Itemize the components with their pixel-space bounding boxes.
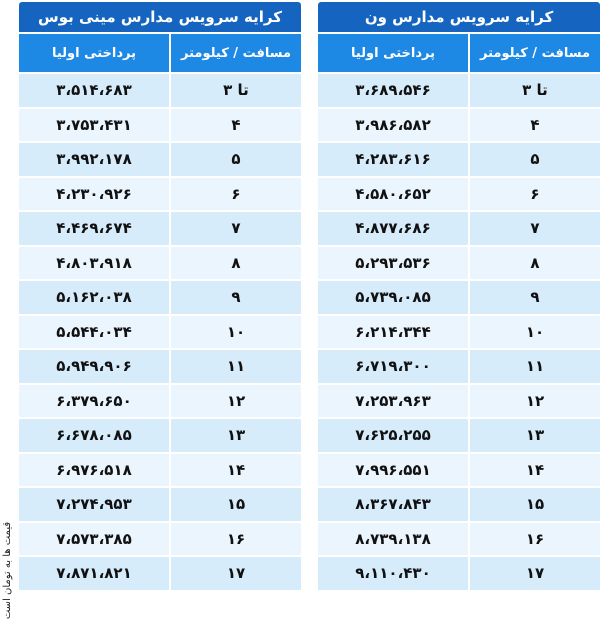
distance-cell: ۱۳ xyxy=(470,419,600,452)
price-cell: ۵،۱۶۲،۰۳۸ xyxy=(19,281,169,314)
table-row xyxy=(19,212,301,245)
table-row xyxy=(19,523,301,556)
price-cell: ۴،۴۶۹،۶۷۴ xyxy=(19,212,169,245)
minibus-table-title: کرایه سرویس مدارس مینی بوس xyxy=(19,2,301,32)
price-cell: ۶،۲۱۴،۳۴۴ xyxy=(318,316,468,349)
price-cell: ۳،۹۹۲،۱۷۸ xyxy=(19,143,169,176)
price-cell: ۵،۷۳۹،۰۸۵ xyxy=(318,281,468,314)
distance-cell: ۶ xyxy=(171,178,301,211)
distance-cell: ۸ xyxy=(171,247,301,280)
price-cell: ۴،۸۷۷،۶۸۶ xyxy=(318,212,468,245)
price-column-header: پرداختی اولیا xyxy=(318,34,468,72)
price-cell: ۳،۷۵۳،۴۳۱ xyxy=(19,109,169,142)
price-cell: ۷،۸۷۱،۸۲۱ xyxy=(19,557,169,590)
van-table-title: کرایه سرویس مدارس ون xyxy=(318,2,600,32)
price-cell: ۴،۲۸۳،۶۱۶ xyxy=(318,143,468,176)
table-row xyxy=(19,385,301,418)
price-cell: ۶،۳۷۹،۶۵۰ xyxy=(19,385,169,418)
distance-cell: ۱۵ xyxy=(171,488,301,521)
distance-cell: ۹ xyxy=(171,281,301,314)
table-row xyxy=(318,212,600,245)
table-row xyxy=(19,247,301,280)
distance-cell: ۵ xyxy=(171,143,301,176)
van-table-body xyxy=(318,74,600,590)
table-row xyxy=(19,419,301,452)
distance-cell: ۱۶ xyxy=(171,523,301,556)
table-row xyxy=(19,178,301,211)
distance-cell: ۱۶ xyxy=(470,523,600,556)
price-cell: ۵،۵۴۴،۰۳۴ xyxy=(19,316,169,349)
table-row xyxy=(19,557,301,590)
table-row xyxy=(318,143,600,176)
distance-cell: تا ۳ xyxy=(470,74,600,107)
price-cell: ۳،۶۸۹،۵۴۶ xyxy=(318,74,468,107)
distance-cell: ۱۴ xyxy=(470,454,600,487)
distance-cell: ۴ xyxy=(470,109,600,142)
price-cell: ۳،۹۸۶،۵۸۲ xyxy=(318,109,468,142)
van-table-header xyxy=(318,34,600,72)
distance-cell: ۴ xyxy=(171,109,301,142)
distance-cell: ۱۲ xyxy=(171,385,301,418)
price-cell: ۸،۷۳۹،۱۳۸ xyxy=(318,523,468,556)
price-cell: ۵،۹۴۹،۹۰۶ xyxy=(19,350,169,383)
distance-cell: ۶ xyxy=(470,178,600,211)
table-row xyxy=(318,109,600,142)
distance-cell: ۱۷ xyxy=(171,557,301,590)
table-row xyxy=(19,281,301,314)
table-row xyxy=(318,247,600,280)
price-cell: ۷،۹۹۶،۵۵۱ xyxy=(318,454,468,487)
distance-cell: ۱۳ xyxy=(171,419,301,452)
table-row xyxy=(318,350,600,383)
distance-cell: ۱۲ xyxy=(470,385,600,418)
price-cell: ۹،۱۱۰،۴۳۰ xyxy=(318,557,468,590)
table-row xyxy=(19,316,301,349)
table-row xyxy=(318,419,600,452)
price-cell: ۶،۹۷۶،۵۱۸ xyxy=(19,454,169,487)
price-cell: ۷،۲۵۳،۹۶۳ xyxy=(318,385,468,418)
table-row xyxy=(318,385,600,418)
distance-cell: ۱۱ xyxy=(171,350,301,383)
minibus-table-header xyxy=(19,34,301,72)
distance-cell: ۱۷ xyxy=(470,557,600,590)
table-row xyxy=(19,454,301,487)
price-cell: ۵،۲۹۳،۵۳۶ xyxy=(318,247,468,280)
price-cell: ۳،۵۱۴،۶۸۳ xyxy=(19,74,169,107)
minibus-table-body xyxy=(19,74,301,590)
price-cell: ۴،۵۸۰،۶۵۲ xyxy=(318,178,468,211)
distance-cell: ۷ xyxy=(171,212,301,245)
price-cell: ۴،۲۳۰،۹۲۶ xyxy=(19,178,169,211)
price-cell: ۷،۵۷۳،۳۸۵ xyxy=(19,523,169,556)
distance-cell: ۱۱ xyxy=(470,350,600,383)
distance-cell: ۱۰ xyxy=(470,316,600,349)
price-cell: ۷،۶۲۵،۲۵۵ xyxy=(318,419,468,452)
table-row xyxy=(318,316,600,349)
table-row xyxy=(19,109,301,142)
distance-cell: تا ۳ xyxy=(171,74,301,107)
distance-column-header: مسافت / کیلومتر xyxy=(470,34,600,72)
distance-cell: ۱۰ xyxy=(171,316,301,349)
distance-cell: ۱۵ xyxy=(470,488,600,521)
table-row xyxy=(318,523,600,556)
distance-cell: ۱۴ xyxy=(171,454,301,487)
table-row xyxy=(318,281,600,314)
price-cell: ۶،۶۷۸،۰۸۵ xyxy=(19,419,169,452)
distance-cell: ۷ xyxy=(470,212,600,245)
van-fare-table xyxy=(318,2,600,590)
table-row xyxy=(318,488,600,521)
currency-footnote xyxy=(0,500,16,640)
distance-cell: ۸ xyxy=(470,247,600,280)
table-row xyxy=(19,143,301,176)
table-row xyxy=(318,557,600,590)
price-cell: ۶،۷۱۹،۳۰۰ xyxy=(318,350,468,383)
table-row xyxy=(19,350,301,383)
distance-column-header: مسافت / کیلومتر xyxy=(171,34,301,72)
footnote-text: قیمت ها به تومان است xyxy=(2,521,14,619)
table-row xyxy=(318,178,600,211)
distance-cell: ۵ xyxy=(470,143,600,176)
table-row xyxy=(318,454,600,487)
minibus-fare-table xyxy=(19,2,301,590)
table-row xyxy=(318,74,600,107)
distance-cell: ۹ xyxy=(470,281,600,314)
table-row xyxy=(19,488,301,521)
price-cell: ۴،۸۰۳،۹۱۸ xyxy=(19,247,169,280)
table-row xyxy=(19,74,301,107)
price-cell: ۸،۳۶۷،۸۴۳ xyxy=(318,488,468,521)
price-cell: ۷،۲۷۴،۹۵۳ xyxy=(19,488,169,521)
price-column-header: پرداختی اولیا xyxy=(19,34,169,72)
